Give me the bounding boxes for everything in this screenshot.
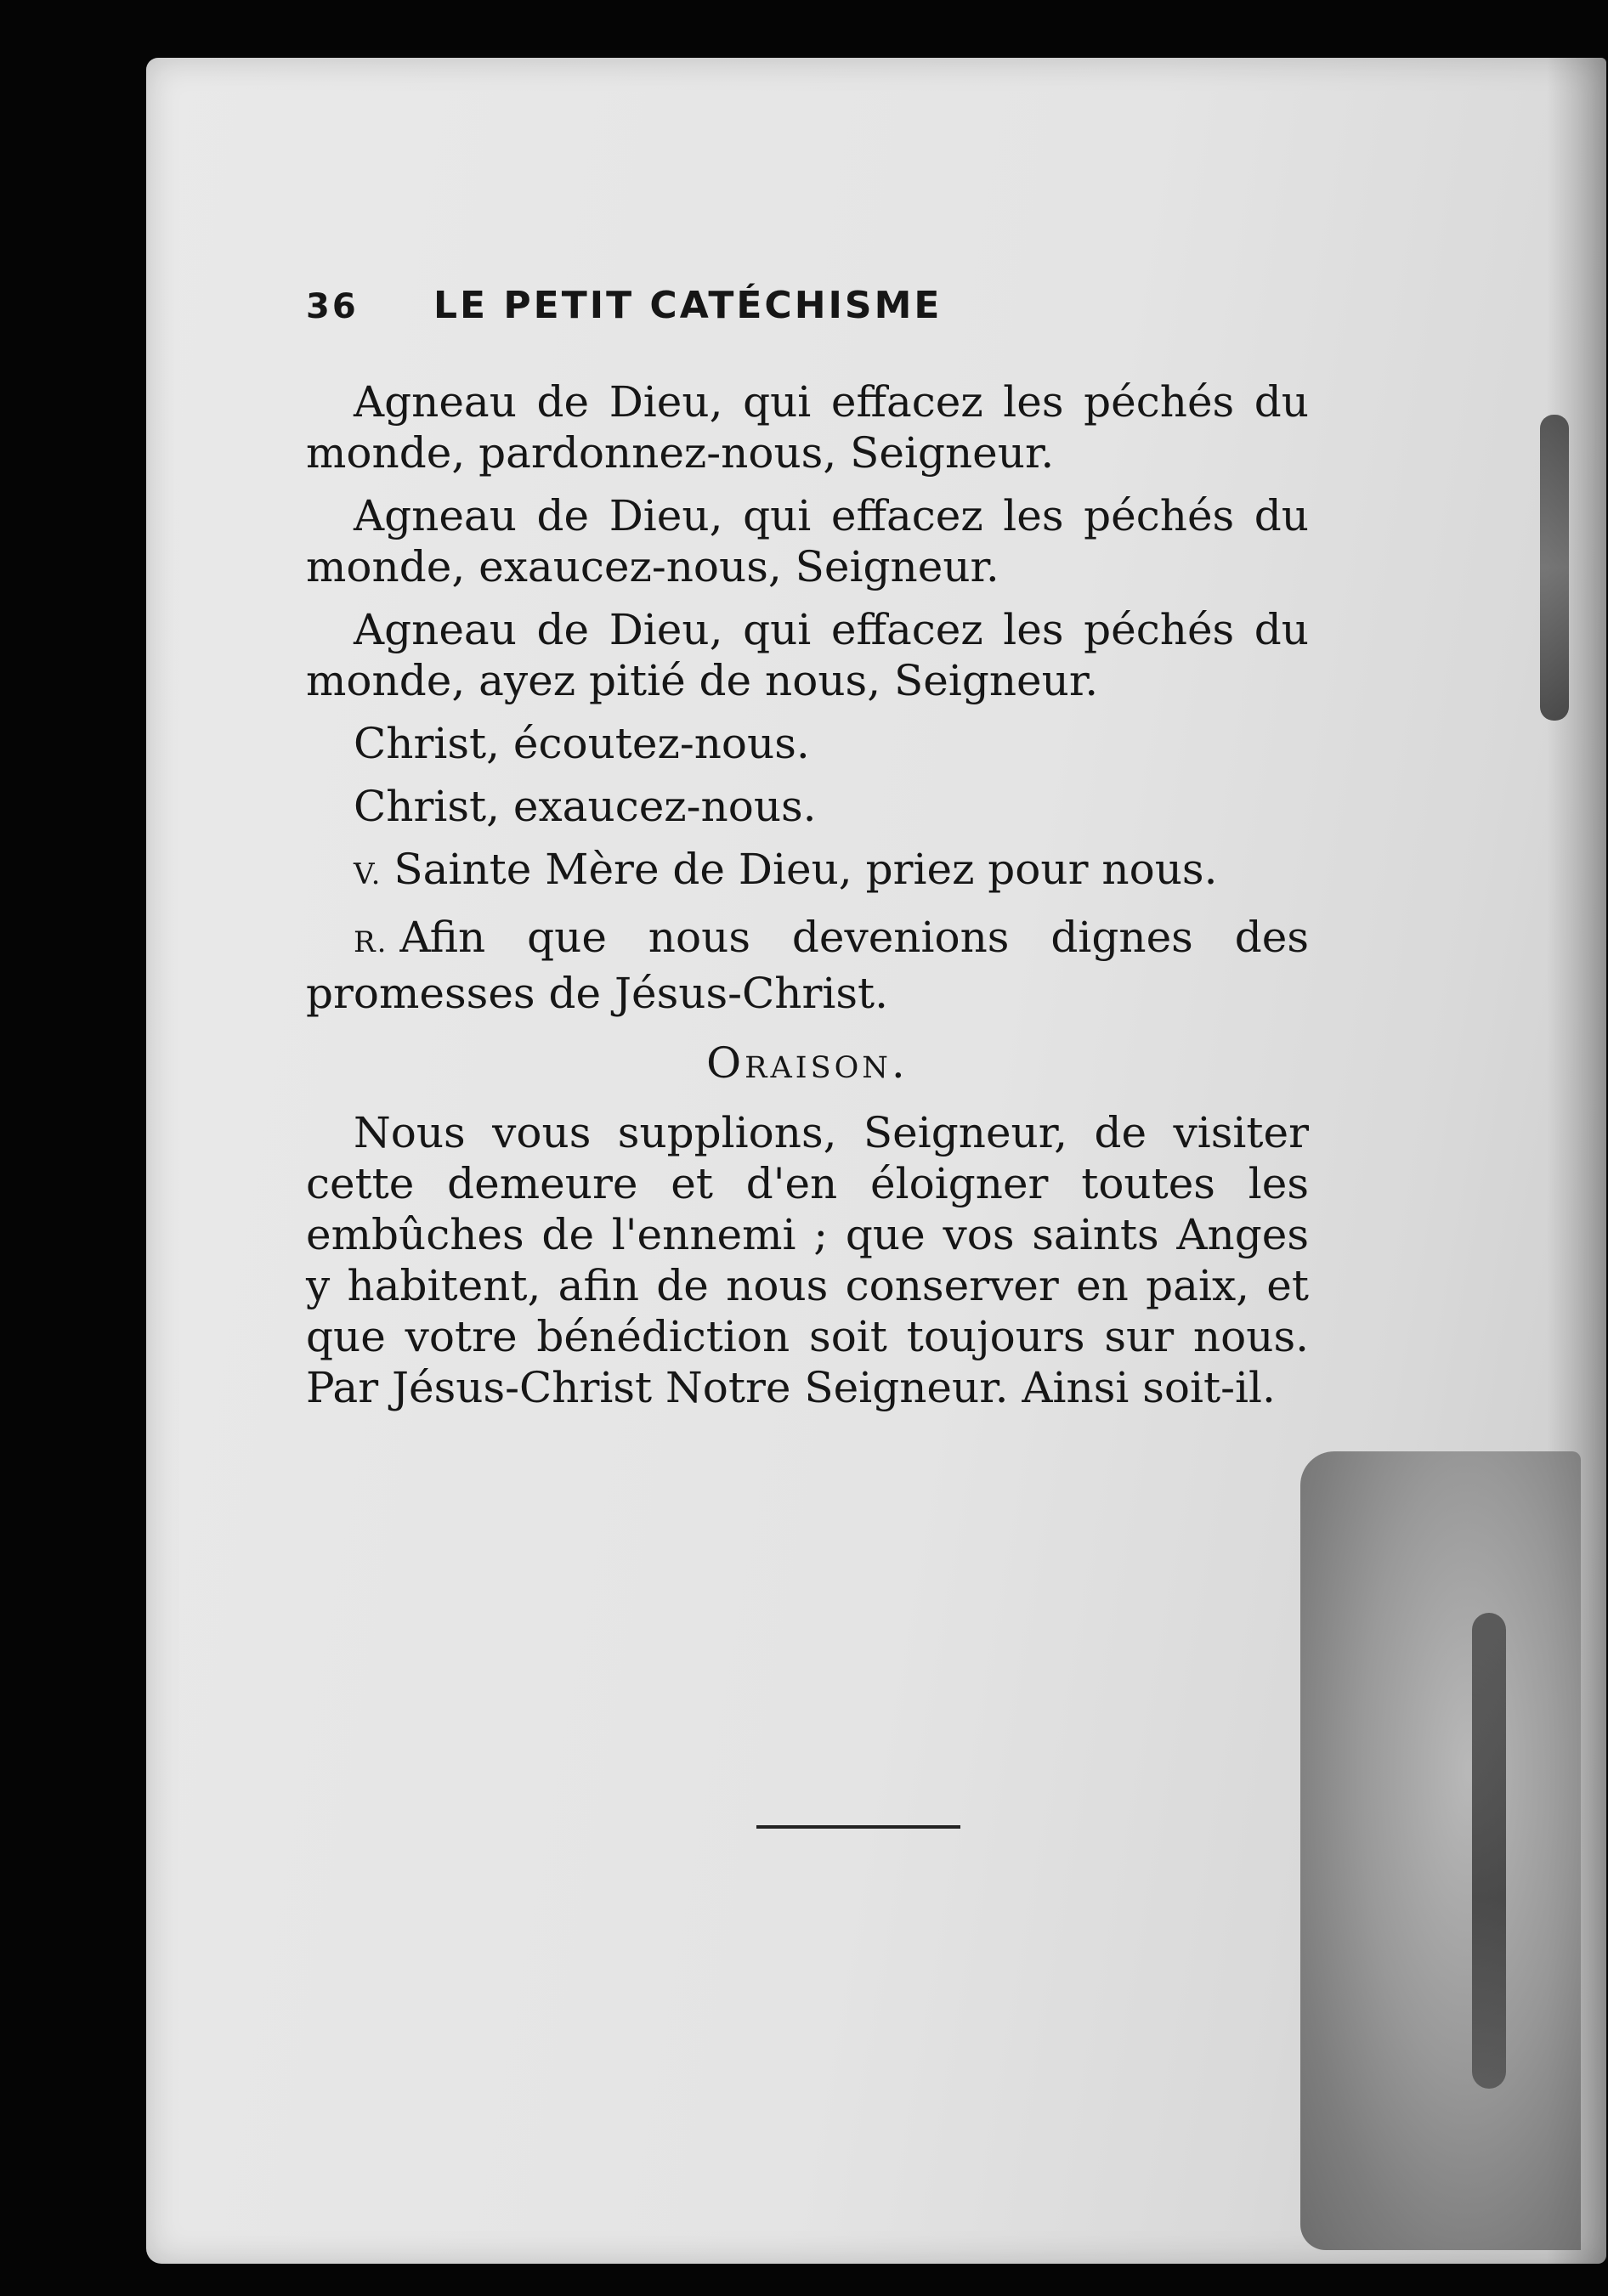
litany-paragraph-3: Agneau de Dieu, qui effacez les péchés du monde, ayez pitié de nous, Seigneur.	[306, 605, 1309, 705]
litany-paragraph-1: Agneau de Dieu, qui effacez les péchés du monde, pardonnez-nous, Seigneur.	[306, 377, 1309, 478]
running-title: LE PETIT CATÉCHISME	[433, 284, 943, 327]
versicle-mark: V.	[354, 857, 382, 891]
page-number: 36	[306, 287, 359, 326]
page-stain	[1300, 1451, 1581, 2250]
running-header	[306, 280, 1309, 332]
section-title: Oraison.	[706, 1038, 909, 1088]
versicle	[306, 844, 1309, 900]
page-stain-streak	[1472, 1613, 1506, 2089]
litany-paragraph-5: Christ, exaucez-nous.	[354, 782, 817, 831]
response	[306, 912, 1309, 1019]
litany-paragraph-4: Christ, écoutez-nous.	[354, 719, 810, 768]
page-text	[306, 280, 1309, 1425]
page-tear-mark	[1540, 415, 1569, 721]
response-mark: R.	[354, 925, 388, 959]
litany-paragraph-2: Agneau de Dieu, qui effacez les péchés du monde, exaucez-nous, Seigneur.	[306, 491, 1309, 591]
versicle-text: Sainte Mère de Dieu, priez pour nous.	[394, 845, 1218, 894]
prayer-paragraph: Nous vous supplions, Seigneur, de visiter cette demeure et d'en éloigner toutes les embûches de l'ennemi ; que vos saints Anges y habitent, afin de nous conserver en paix, et que votre bénédiction soit toujours sur nous. Par Jésus-Christ Notre Seigneur. Ainsi soit-il.	[306, 1108, 1309, 1412]
response-text: Afin que nous devenions dignes des promesses de Jésus-Christ.	[306, 913, 1309, 1018]
end-rule	[756, 1825, 960, 1829]
